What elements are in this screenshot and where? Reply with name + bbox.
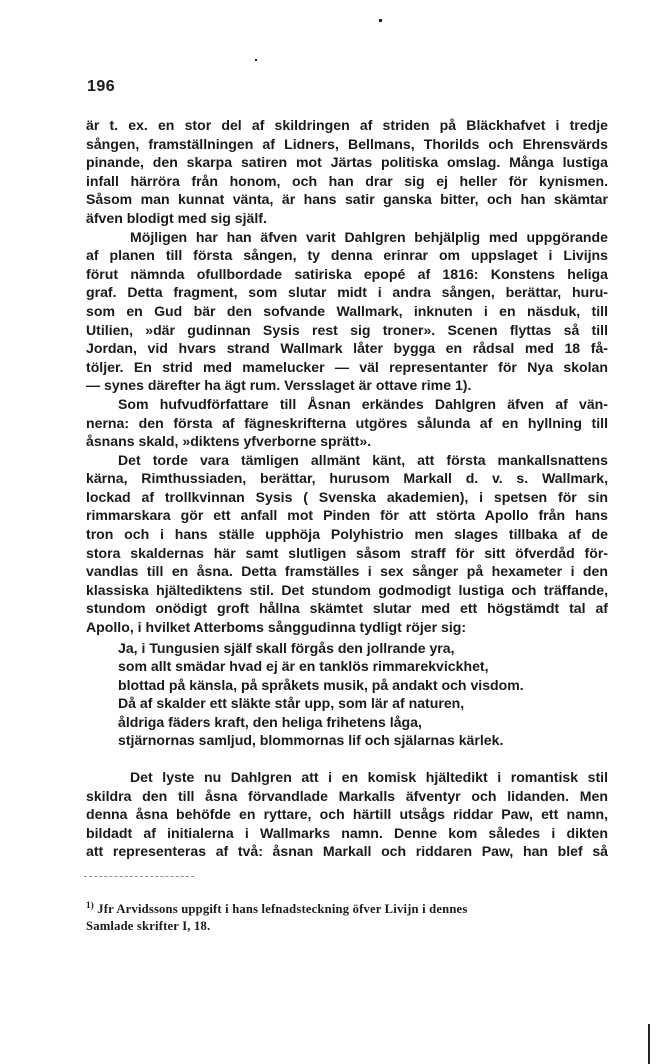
text-line: att representeras af två: åsnan Markall och riddaren Paw, han blef så	[86, 843, 608, 860]
text-line: pinande, den skarpa satiren mot Järtas politiska omslag. Många lustiga	[86, 154, 608, 171]
text-line: Som hufvudförfattare till Åsnan erkändes Dahlgren äfven af vän-	[118, 395, 608, 412]
verse-quote	[118, 639, 588, 749]
text-line: lockad af trollkvinnan Sysis ( Svenska akademien), i spetsen för sin	[86, 488, 608, 505]
verse-line: åldriga fäders kraft, den heliga frihetens låga,	[118, 713, 422, 730]
closing-paragraph	[86, 768, 608, 861]
text-line: Möjligen har han äfven varit Dahlgren behjälplig med uppgörande	[130, 228, 608, 245]
verse-line: Då af skalder ett släkte står upp, som lär af naturen,	[118, 695, 465, 712]
text-line: äfven blodigt med sig själf.	[86, 209, 267, 226]
text-line: Det lyste nu Dahlgren att i en komisk hjältedikt i romantisk stil	[130, 769, 608, 785]
text-line: vandlas till en åsna. Detta framställes i sex sånger på hexameter i den	[86, 563, 608, 580]
text-line: — synes därefter ha ägt rum. Versslaget är ottave rime 1).	[86, 377, 472, 394]
text-line: töljer. En strid med mamelucker — väl representanter för Nya skolan	[86, 358, 608, 375]
footnote-text: Jfr Arvidssons uppgift i hans lefnadsteckning öfver Livijn i dennes	[97, 902, 468, 917]
text-line: förut nämnda ofullbordade satiriska epopé af 1816: Konstens heliga	[86, 265, 608, 282]
footnote-line: Samlade skrifter I, 18.	[86, 919, 211, 934]
text-line: nerna: den första af fägneskrifterna utgöres sålunda af en hyllning till	[86, 414, 608, 431]
text-line: bildadt af initialerna i Wallmarks namn. Denne kom således i dikten	[86, 824, 608, 841]
text-line: denna åsna behöfde en ryttare, och härtill utsågs riddar Paw, ett namn,	[86, 806, 608, 823]
text-line: Utilien, »där gudinnan Sysis rest sig troner». Scenen flyttas så till	[86, 321, 608, 338]
scan-speck	[379, 19, 382, 22]
footnote-line	[86, 897, 608, 918]
scan-speck	[255, 59, 257, 61]
text-line: stundom onödigt groft hållna skämtet slutar med ett högstämdt tal af	[86, 600, 608, 617]
text-line: Såsom man kunnat vänta, är hans satir ganska bitter, och han skämtar	[86, 191, 608, 208]
footnote-marker: 1)	[86, 900, 94, 910]
text-line: Jordan, vid hvars strand Wallmark låter bygga en rådsal med 18 få-	[86, 340, 608, 357]
text-line: är t. ex. en stor del af skildringen af striden på Bläckhafvet i tredje	[86, 117, 608, 133]
text-line: infall härröra från honom, och han drar sig ej heller för kynismen.	[86, 172, 608, 189]
text-line: som en Gud bär den sofvande Wallmark, inknuten i en näsduk, till	[86, 302, 608, 319]
verse-line: stjärnornas samljud, blommornas lif och själarnas kärlek.	[118, 731, 504, 748]
text-line: tron och i hans ställe upphöja Polyhistrio men slages tillbaka af de	[86, 526, 608, 543]
text-line: kärna, Rimthussiaden, berättar, hurusom Markall d. v. s. Wallmark,	[86, 470, 608, 487]
text-line: åsnans skald, »diktens yfverborne sprätt».	[86, 433, 372, 450]
scan-edge-mark	[648, 1024, 650, 1064]
footnote-divider	[84, 876, 194, 877]
text-line: sången, framställningen af Lidners, Bellmans, Thorilds och Ehrensvärds	[86, 135, 608, 152]
verse-line: Ja, i Tungusien själf skall förgås den jollrande yra,	[118, 640, 455, 656]
body-text	[86, 116, 608, 637]
text-line: Det torde vara tämligen allmänt känt, att första mankallsnattens	[118, 451, 608, 468]
text-line: stora skaldernas här samt slutligen såsom straff för sitt öfverdåd för-	[86, 544, 608, 561]
text-line: klassiska hjältediktens stil. Det stundom godmodigt lustiga och träffande,	[86, 581, 608, 598]
text-line: skildra den till åsna förvandlade Markalls äfventyr och lidanden. Men	[86, 787, 608, 804]
footnote	[86, 897, 608, 935]
text-line: af planen till första sången, ty denna erinrar om uppslaget i Livijns	[86, 247, 608, 264]
verse-line: blottad på känsla, på språkets musik, på andakt och visdom.	[118, 676, 524, 693]
verse-line: som allt smädar hvad ej är en tanklös rimmarekvickhet,	[118, 658, 489, 675]
text-line: graf. Detta fragment, som slutar midt i andra sången, berättar, huru-	[86, 284, 608, 301]
text-line: rimmarskara gör ett anfall mot Pinden för att störta Apollo från hans	[86, 507, 608, 524]
page-number: 196	[87, 78, 116, 95]
text-line: Apollo, i hvilket Atterboms sånggudinna tydligt röjer sig:	[86, 619, 467, 636]
